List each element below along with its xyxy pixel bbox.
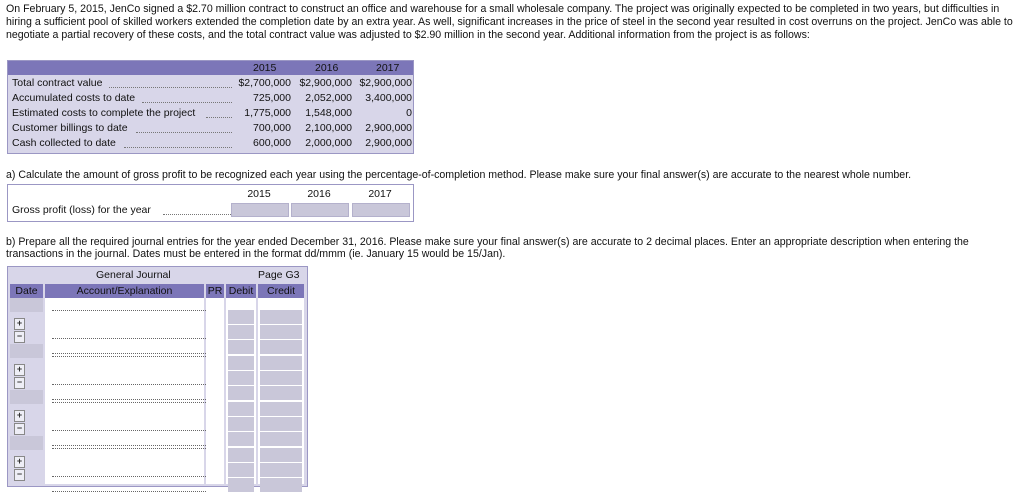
cell-value: 2,052,000 xyxy=(305,92,352,104)
gross-profit-label: Gross profit (loss) for the year xyxy=(12,204,151,216)
column-header-debit: Debit xyxy=(226,284,256,298)
table-row xyxy=(12,92,412,107)
entry-add-remove xyxy=(14,363,38,387)
credit-input[interactable] xyxy=(260,371,302,385)
cell-value: 1,548,000 xyxy=(305,107,352,119)
gross-profit-table xyxy=(7,184,414,222)
table-row xyxy=(12,137,412,152)
remove-line-button[interactable]: − xyxy=(14,377,25,389)
gross-profit-2016-input[interactable] xyxy=(291,203,349,217)
row-label: Estimated costs to complete the project xyxy=(12,107,196,119)
credit-input[interactable] xyxy=(260,386,302,400)
cell-value: 2,100,000 xyxy=(305,122,352,134)
credit-input[interactable] xyxy=(260,478,302,492)
entry-add-remove xyxy=(14,455,38,479)
column-header-pr: PR xyxy=(207,285,223,297)
date-input[interactable] xyxy=(10,298,43,312)
part-b-question: b) Prepare all the required journal entries for the year ended December 31, 2016. Please make sure your final answer(s) are accurate to 2 decimal places. Enter an appropriate description when entering the transactions in the journal. Dates must be entered in the format dd/mmm (ie. January 15 would be 15/Jan). xyxy=(6,236,969,260)
year-2015-header: 2015 xyxy=(247,188,271,200)
cell-value: 2,900,000 xyxy=(365,137,412,149)
general-journal xyxy=(7,266,308,487)
table-row xyxy=(12,107,412,122)
add-line-button[interactable]: + xyxy=(14,410,25,422)
row-label: Accumulated costs to date xyxy=(12,92,136,104)
part-a-question: a) Calculate the amount of gross profit to be recognized each year using the percentage-of-completion method. Please make sure your final answer(s) are accurate to the nearest whole number. xyxy=(6,169,912,181)
credit-input[interactable] xyxy=(260,448,302,462)
credit-input[interactable] xyxy=(260,402,302,416)
cell-value: 600,000 xyxy=(253,137,291,149)
table-row xyxy=(12,122,412,137)
debit-input[interactable] xyxy=(228,417,254,431)
cell-value: $2,900,000 xyxy=(299,77,352,89)
cell-value: 725,000 xyxy=(253,92,291,104)
cell-value: 2,900,000 xyxy=(365,122,412,134)
remove-line-button[interactable]: − xyxy=(14,469,25,481)
entry-add-remove xyxy=(14,317,38,341)
cell-value: 2,000,000 xyxy=(305,137,352,149)
account-input[interactable] xyxy=(52,476,206,477)
cell-value: 700,000 xyxy=(253,122,291,134)
gross-profit-2015-input[interactable] xyxy=(231,203,289,217)
year-2016-header: 2016 xyxy=(315,62,339,74)
date-input[interactable] xyxy=(10,344,43,358)
account-input[interactable] xyxy=(52,445,206,446)
remove-line-button[interactable]: − xyxy=(14,331,25,343)
account-input[interactable] xyxy=(52,399,206,400)
account-input[interactable] xyxy=(52,310,206,311)
account-input[interactable] xyxy=(52,402,206,403)
cell-value: $2,700,000 xyxy=(238,77,291,89)
debit-input[interactable] xyxy=(228,463,254,477)
year-2017-header: 2017 xyxy=(368,188,392,200)
row-label: Total contract value xyxy=(12,77,103,89)
remove-line-button[interactable]: − xyxy=(14,423,25,435)
account-input[interactable] xyxy=(52,353,206,354)
cell-value: 0 xyxy=(406,107,412,119)
account-input[interactable] xyxy=(52,430,206,431)
credit-input[interactable] xyxy=(260,325,302,339)
gross-profit-2017-input[interactable] xyxy=(352,203,410,217)
credit-input[interactable] xyxy=(260,432,302,446)
credit-input[interactable] xyxy=(260,356,302,370)
year-2017-header: 2017 xyxy=(376,62,400,74)
account-input[interactable] xyxy=(52,448,206,449)
debit-input[interactable] xyxy=(228,325,254,339)
debit-input[interactable] xyxy=(228,448,254,462)
column-header-date: Date xyxy=(10,284,43,298)
credit-input[interactable] xyxy=(260,340,302,354)
table-row xyxy=(12,77,412,92)
debit-input[interactable] xyxy=(228,371,254,385)
column-header-credit: Credit xyxy=(258,284,304,298)
cell-value: $2,900,000 xyxy=(359,77,412,89)
debit-input[interactable] xyxy=(228,340,254,354)
debit-input[interactable] xyxy=(228,478,254,492)
row-label: Cash collected to date xyxy=(12,137,116,149)
account-input[interactable] xyxy=(52,356,206,357)
account-input[interactable] xyxy=(52,338,206,339)
column-header-account: Account/Explanation xyxy=(45,284,204,298)
date-input[interactable] xyxy=(10,436,43,450)
date-input[interactable] xyxy=(10,390,43,404)
journal-page: Page G3 xyxy=(258,269,300,281)
journal-title: General Journal xyxy=(96,269,171,281)
cell-value: 3,400,000 xyxy=(365,92,412,104)
cell-value: 1,775,000 xyxy=(244,107,291,119)
info-table-header xyxy=(8,61,413,75)
account-input[interactable] xyxy=(52,384,206,385)
add-line-button[interactable]: + xyxy=(14,364,25,376)
row-label: Customer billings to date xyxy=(12,122,128,134)
debit-input[interactable] xyxy=(228,310,254,324)
problem-intro: On February 5, 2015, JenCo signed a $2.70 million contract to construct an office and warehouse for a small wholesale company. The project was originally expected to be completed in two years, but difficulties in hiring a sufficient pool of skilled workers extended the completion date by an extra year. As well, significant increases in the price of steel in the second year resulted in cost overruns on the project. JenCo was able to negotiate a partial recovery of these costs, and the total contract value was adjusted to $2.90 million in the second year. Additional information from the project is as follows: xyxy=(6,3,1013,41)
year-2016-header: 2016 xyxy=(307,188,331,200)
entry-add-remove xyxy=(14,409,38,433)
debit-input[interactable] xyxy=(228,432,254,446)
debit-input[interactable] xyxy=(228,386,254,400)
credit-input[interactable] xyxy=(260,417,302,431)
add-line-button[interactable]: + xyxy=(14,456,25,468)
debit-input[interactable] xyxy=(228,356,254,370)
project-info-table xyxy=(7,60,414,154)
add-line-button[interactable]: + xyxy=(14,318,25,330)
year-2015-header: 2015 xyxy=(253,62,277,74)
account-input[interactable] xyxy=(52,491,206,492)
credit-input[interactable] xyxy=(260,310,302,324)
debit-input[interactable] xyxy=(228,402,254,416)
credit-input[interactable] xyxy=(260,463,302,477)
